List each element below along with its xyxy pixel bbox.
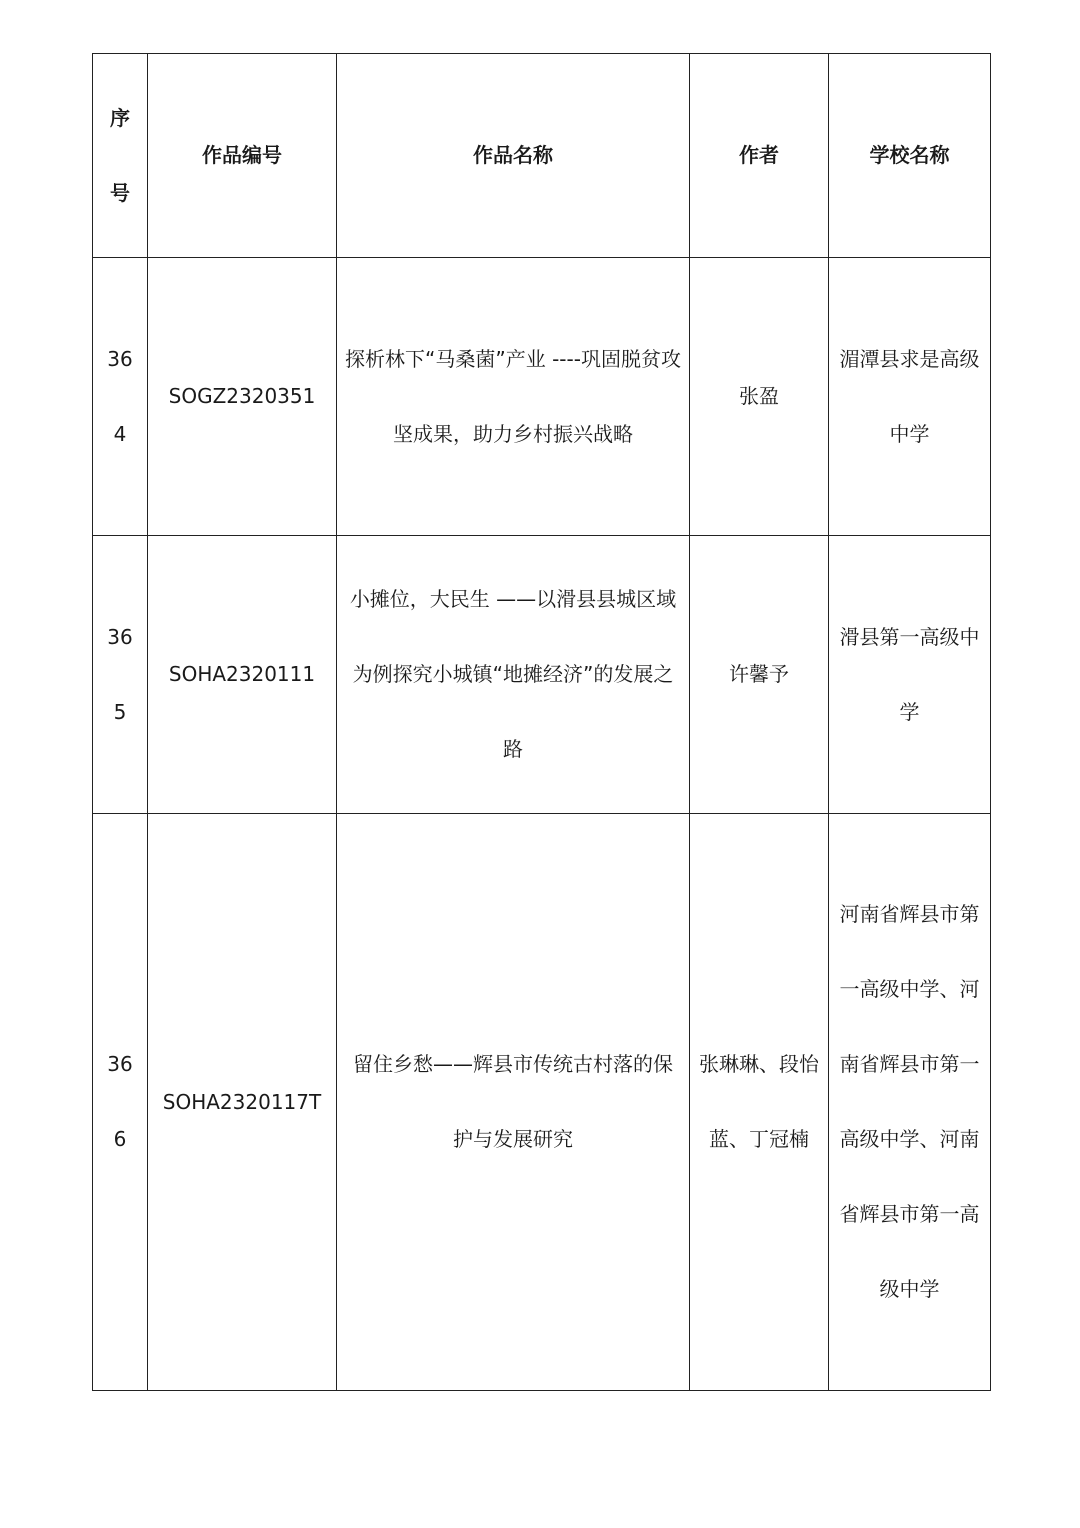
cell-author: 张琳琳、段怡蓝、丁冠楠 [690, 814, 829, 1391]
award-list-table [92, 53, 991, 1391]
cell-code: SOHA2320111 [148, 536, 337, 814]
cell-code: SOGZ2320351 [148, 258, 337, 536]
header-school: 学校名称 [829, 54, 991, 258]
cell-author: 许馨予 [690, 536, 829, 814]
cell-school: 滑县第一高级中学 [829, 536, 991, 814]
cell-seq: 366 [93, 814, 148, 1391]
header-title: 作品名称 [337, 54, 690, 258]
table-row [93, 536, 991, 814]
header-author: 作者 [690, 54, 829, 258]
header-code: 作品编号 [148, 54, 337, 258]
cell-title: 留住乡愁——辉县市传统古村落的保护与发展研究 [337, 814, 690, 1391]
table-row [93, 258, 991, 536]
cell-author: 张盈 [690, 258, 829, 536]
cell-seq: 365 [93, 536, 148, 814]
table-header-row [93, 54, 991, 258]
cell-code: SOHA2320117T [148, 814, 337, 1391]
cell-school: 河南省辉县市第一高级中学、河南省辉县市第一高级中学、河南省辉县市第一高级中学 [829, 814, 991, 1391]
header-seq: 序号 [93, 54, 148, 258]
cell-school: 湄潭县求是高级中学 [829, 258, 991, 536]
cell-title: 探析林下“马桑菌”产业 ----巩固脱贫攻坚成果，助力乡村振兴战略 [337, 258, 690, 536]
table-row [93, 814, 991, 1391]
cell-title: 小摊位，大民生 ——以滑县县城区域为例探究小城镇“地摊经济”的发展之路 [337, 536, 690, 814]
cell-seq: 364 [93, 258, 148, 536]
